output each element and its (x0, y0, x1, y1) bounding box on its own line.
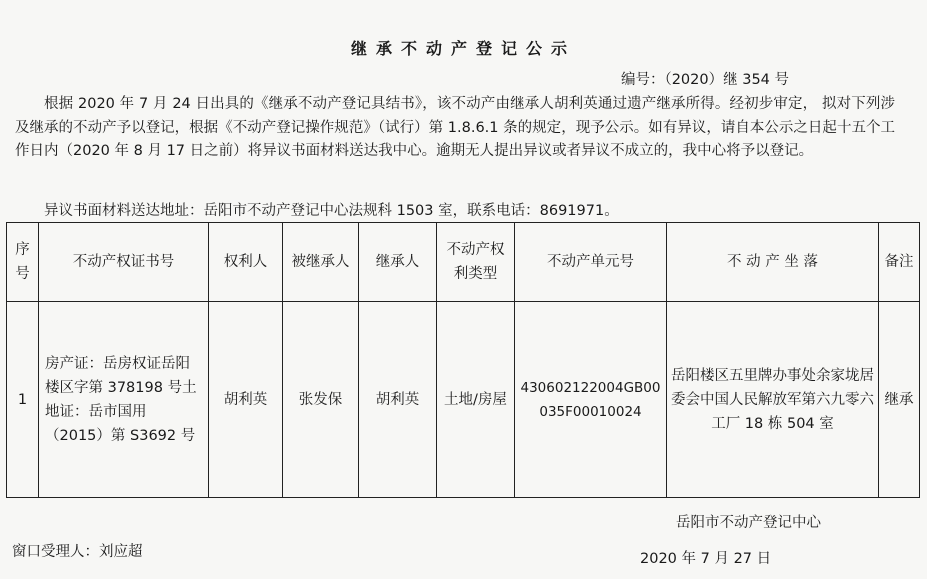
document-number: 编号：（2020）继 354 号 (620, 72, 789, 88)
table-row (7, 302, 920, 498)
header-decedent: 被继承人 (283, 223, 359, 302)
issuing-organization: 岳阳市不动产登记中心 (676, 515, 821, 531)
cell-cert: 房产证：岳房权证岳阳楼区字第 378198 号土地证：岳市国用（2015）第 S3692 号 (39, 302, 209, 498)
header-location: 不 动 产 坐 落 (667, 223, 879, 302)
notice-body: 根据 2020 年 7 月 24 日出具的《继承不动产登记具结书》，该不动产由继承人胡利英通过遗产继承所得。经初步审定， 拟对下列涉及继承的不动产予以登记，根据《不动产登记操作规范》（试行）第 1.8.6.1 条的规定，现予公示。如有异议，请自本公示之日起十五个工作日内（2020 年 8 月 17 日之前）将异议书面材料送达我中心。逾期无人提出异议或者异议不成立的，我中心将予以登记。 (15, 96, 895, 159)
header-cert: 不动产权证书号 (39, 223, 209, 302)
issue-date: 2020 年 7 月 27 日 (640, 551, 772, 567)
cell-decedent: 张发保 (283, 302, 359, 498)
cell-heir: 胡利英 (359, 302, 437, 498)
header-seq: 序号 (7, 223, 39, 302)
header-unit-no: 不动产单元号 (515, 223, 667, 302)
cell-location: 岳阳楼区五里牌办事处余家垅居委会中国人民解放军第六九零六工厂 18 栋 504 室 (667, 302, 879, 498)
objection-address: 异议书面材料送达地址：岳阳市不动产登记中心法规科 1503 室，联系电话：8691971。 (44, 203, 619, 219)
header-heir: 继承人 (359, 223, 437, 302)
table-header-row (7, 223, 920, 302)
cell-holder: 胡利英 (209, 302, 283, 498)
cell-right-type: 土地/房屋 (437, 302, 515, 498)
cell-unit-no: 430602122004GB00035F00010024 (515, 302, 667, 498)
window-clerk: 窗口受理人：刘应超 (12, 544, 143, 560)
cell-remark: 继承 (879, 302, 920, 498)
cell-seq: 1 (7, 302, 39, 498)
header-right-type: 不动产权利类型 (437, 223, 515, 302)
header-holder: 权利人 (209, 223, 283, 302)
header-remark: 备注 (879, 223, 920, 302)
registration-table (6, 222, 920, 498)
notice-title: 继承不动产登记公示 (350, 39, 576, 58)
